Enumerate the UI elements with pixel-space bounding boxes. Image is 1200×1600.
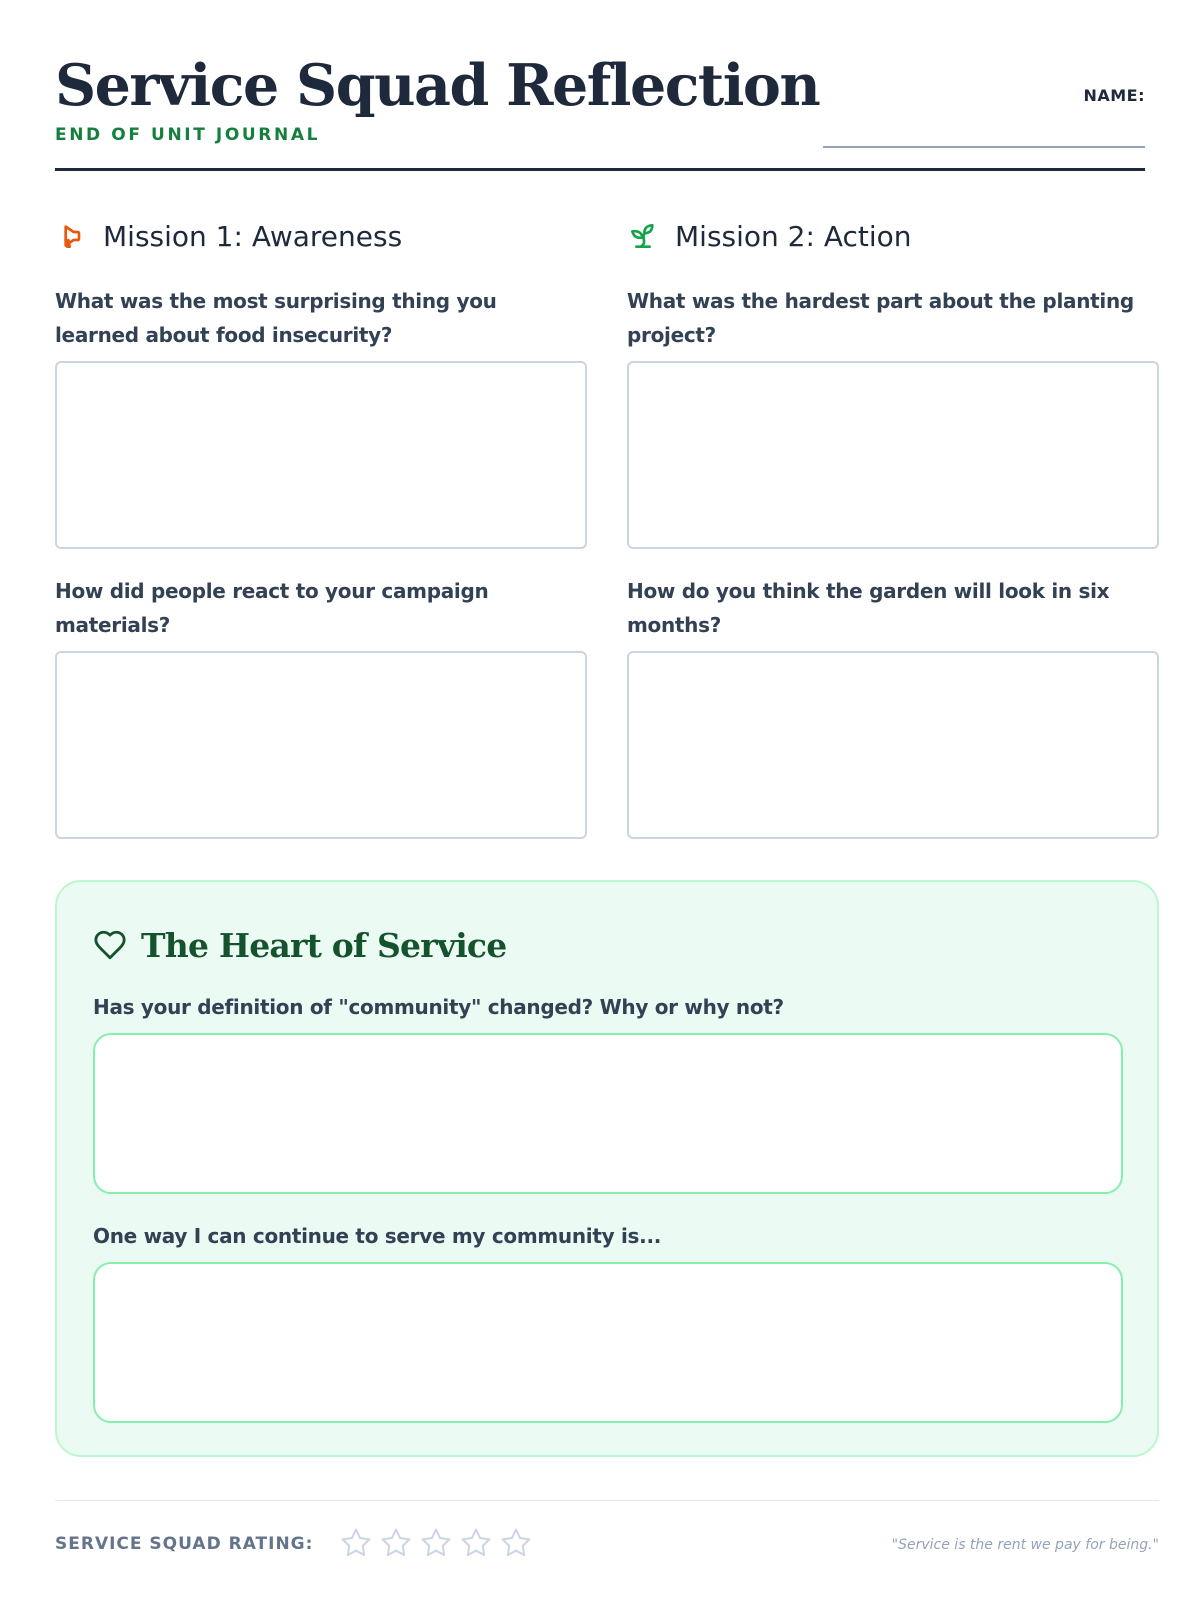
heart-heading (93, 922, 506, 968)
mission-1-title: Mission 1: Awareness (103, 219, 403, 253)
heart-answer-2[interactable] (93, 1262, 1123, 1423)
star-icon[interactable] (460, 1527, 492, 1559)
sprout-icon (627, 220, 659, 252)
mission-2-answer-1[interactable] (627, 361, 1159, 549)
star-rating (340, 1527, 540, 1559)
mission-2-question-2: How do you think the garden will look in six months? (627, 579, 1110, 637)
heart-question-1: Has your definition of "community" changed? Why or why not? (93, 995, 784, 1019)
page-subtitle: END OF UNIT JOURNAL (55, 125, 321, 145)
name-label: NAME: (1083, 86, 1145, 105)
star-icon[interactable] (380, 1527, 412, 1559)
heart-title: The Heart of Service (141, 925, 507, 965)
footer-quote: "Service is the rent we pay for being." (891, 1537, 1159, 1553)
page-title: Service Squad Reflection (55, 52, 820, 119)
mission-2-heading (627, 207, 912, 265)
heart-question-2: One way I can continue to serve my community is... (93, 1224, 662, 1248)
heart-of-service-section (55, 880, 1159, 1457)
mission-1-answer-2[interactable] (55, 651, 587, 839)
mission-1-answer-1[interactable] (55, 361, 587, 549)
missions-section (55, 207, 1159, 847)
heart-icon (93, 928, 127, 962)
star-icon[interactable] (420, 1527, 452, 1559)
mission-2 (627, 207, 1159, 847)
star-icon[interactable] (340, 1527, 372, 1559)
mission-1 (55, 207, 587, 847)
rating-label: SERVICE SQUAD RATING: (55, 1534, 314, 1554)
heart-answer-1[interactable] (93, 1033, 1123, 1194)
mission-2-answer-2[interactable] (627, 651, 1159, 839)
mission-1-question-1: What was the most surprising thing you learned about food insecurity? (55, 289, 497, 347)
mission-2-title: Mission 2: Action (675, 219, 912, 253)
mission-2-question-1: What was the hardest part about the planting project? (627, 289, 1134, 347)
header (55, 0, 1145, 171)
mission-1-heading (55, 207, 402, 265)
footer-divider (55, 1500, 1159, 1501)
name-field[interactable] (823, 146, 1145, 148)
megaphone-icon (55, 220, 87, 252)
mission-1-question-2: How did people react to your campaign materials? (55, 579, 489, 637)
star-icon[interactable] (500, 1527, 532, 1559)
